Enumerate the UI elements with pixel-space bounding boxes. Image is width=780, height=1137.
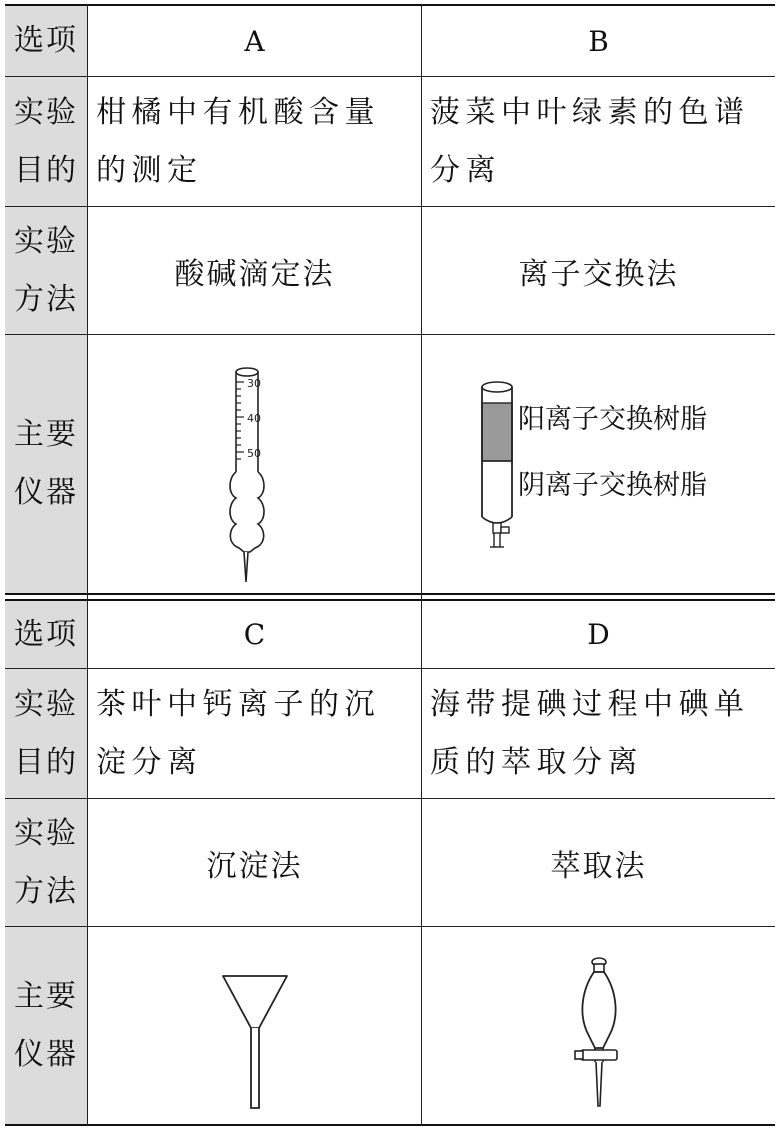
option-d-apparatus [422,927,775,1124]
burette-scale-50: 50 [246,447,261,460]
header-label: 选项 [14,23,78,58]
option-a-purpose: 柑橘中有机酸含量的测定 [96,94,380,188]
burette-scale-30: 30 [246,377,261,390]
apparatus-label-cell-2 [5,927,87,1124]
cation-resin-label: 阳离子交换树脂 [518,404,707,435]
experiment-table [5,4,775,1126]
header-label-cell-2 [5,601,87,668]
option-a-method: 酸碱滴定法 [174,256,335,292]
anion-resin-label: 阴离子交换树脂 [518,470,707,501]
option-d-purpose: 海带提碘过程中碘单质的萃取分离 [430,686,750,780]
option-c-header [88,601,421,668]
option-b-label: B [588,24,609,58]
purpose-label: 实验目的 [14,94,78,188]
apparatus-label: 主要仪器 [14,417,78,510]
option-a-header [88,6,421,76]
option-c-apparatus [88,927,421,1124]
burette-scale-40: 40 [246,412,261,425]
purpose-label: 实验目的 [14,686,78,780]
option-c-label: C [243,618,266,651]
option-b-apparatus [422,335,775,593]
method-label: 实验方法 [14,223,78,317]
method-label-cell [5,207,87,334]
option-d-label: D [587,618,610,651]
apparatus-label-cell [5,335,87,593]
purpose-label-cell-2 [5,669,87,798]
funnel-icon [215,936,295,1116]
method-label: 实验方法 [14,815,78,909]
option-c-method: 沉淀法 [206,848,303,884]
option-b-purpose: 菠菜中叶绿素的色谱分离 [430,94,750,188]
header-label-cell [5,6,87,76]
burette-icon [225,344,285,584]
header-label: 选项 [14,616,78,652]
option-d-header [422,601,775,668]
option-c-purpose: 茶叶中钙离子的沉淀分离 [96,686,380,780]
method-label-cell-2 [5,799,87,926]
option-a-label: A [244,24,265,58]
purpose-label-cell [5,77,87,206]
option-b-header [422,6,775,76]
option-d-method: 萃取法 [550,848,647,884]
separatory-funnel-icon [559,936,639,1116]
apparatus-label: 主要仪器 [14,978,78,1072]
option-b-method: 离子交换法 [518,256,679,292]
option-a-apparatus [88,335,421,593]
